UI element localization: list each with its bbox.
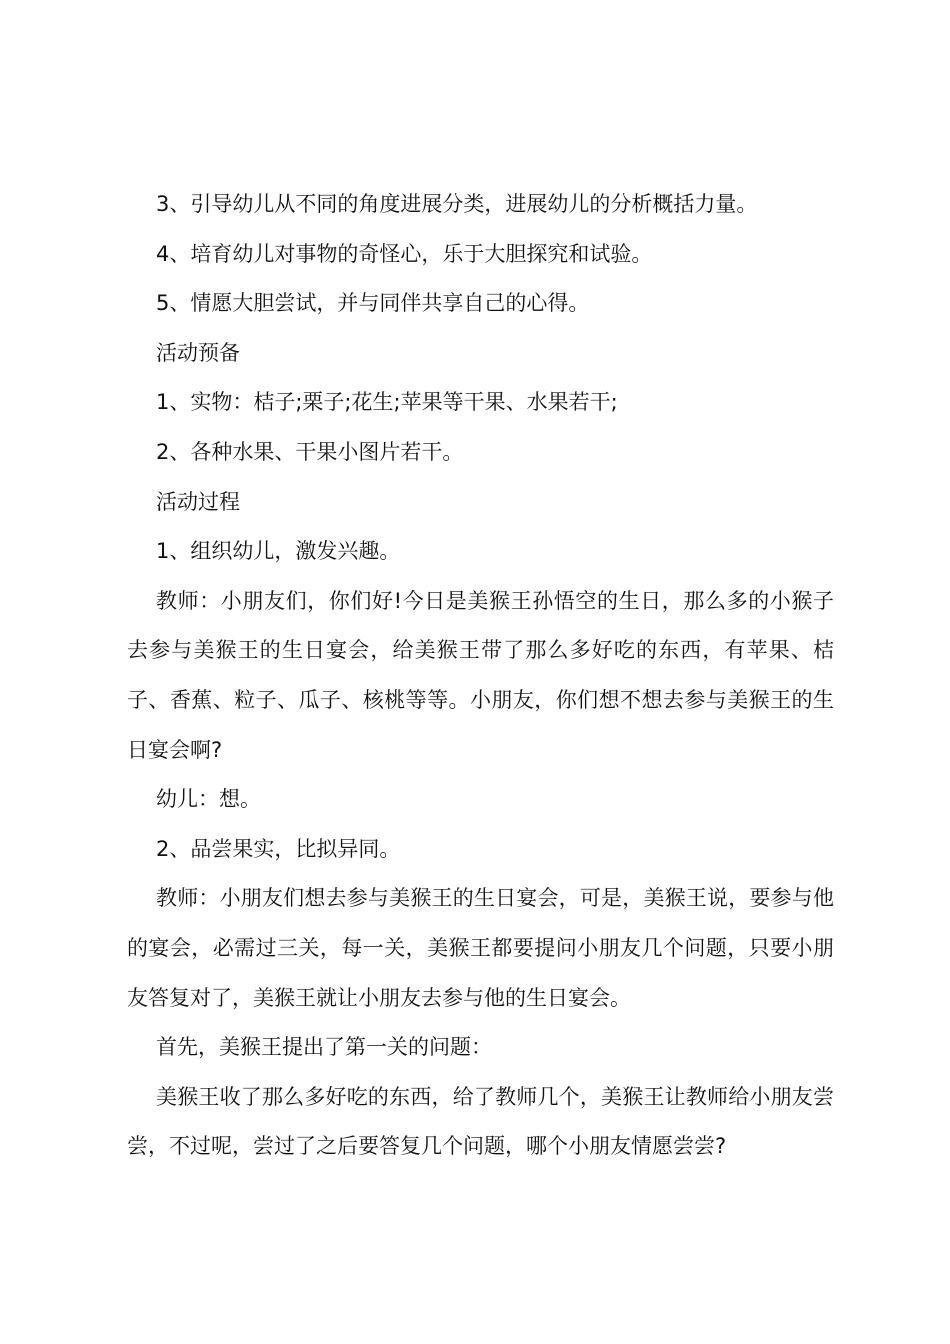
paragraph-teacher-rules: 教师：小朋友们想去参与美猴王的生日宴会，可是，美猴王说，要参与他的宴会，必需过三关，每一关，美猴王都要提问小朋友几个问题，只要小朋友答复对了，美猴王就让小朋友去参与他的生日宴会。 [127,886,834,1010]
paragraph-first-question: 首先，美猴王提出了第一关的问题： [156,1035,492,1060]
section-heading-process: 活动过程 [156,489,240,514]
paragraph-process-1: 1、组织幼儿，激发兴趣。 [156,539,401,564]
paragraph-goal-4: 4、培育幼儿对事物的奇怪心，乐于大胆探究和试验。 [156,241,653,266]
paragraph-goal-3: 3、引导幼儿从不同的角度进展分类，进展幼儿的分析概括力量。 [156,192,758,216]
document-body [127,180,834,1172]
paragraph-process-2: 2、品尝果实，比拟异同。 [156,836,401,861]
paragraph-tasting: 美猴王收了那么多好吃的东西，给了教师几个，美猴王让教师给小朋友尝尝，不过呢，尝过了之后要答复几个问题，哪个小朋友情愿尝尝? [127,1084,834,1159]
paragraph-child-reply: 幼儿：想。 [156,787,261,812]
paragraph-prep-2: 2、各种水果、干果小图片若干。 [156,439,464,464]
paragraph-prep-1: 1、实物：桔子;栗子;花生;苹果等干果、水果若干; [156,390,618,415]
paragraph-goal-5: 5、情愿大胆尝试，并与同伴共享自己的心得。 [156,291,590,316]
section-heading-preparation: 活动预备 [156,340,240,365]
paragraph-teacher-intro: 教师：小朋友们，你们好!今日是美猴王孙悟空的生日，那么多的小猴子去参与美猴王的生日宴会，给美猴王带了那么多好吃的东西，有苹果、桔子、香蕉、粒子、瓜子、核桃等等。小朋友，你们想不想去参与美猴王的生日宴会啊? [127,588,834,762]
